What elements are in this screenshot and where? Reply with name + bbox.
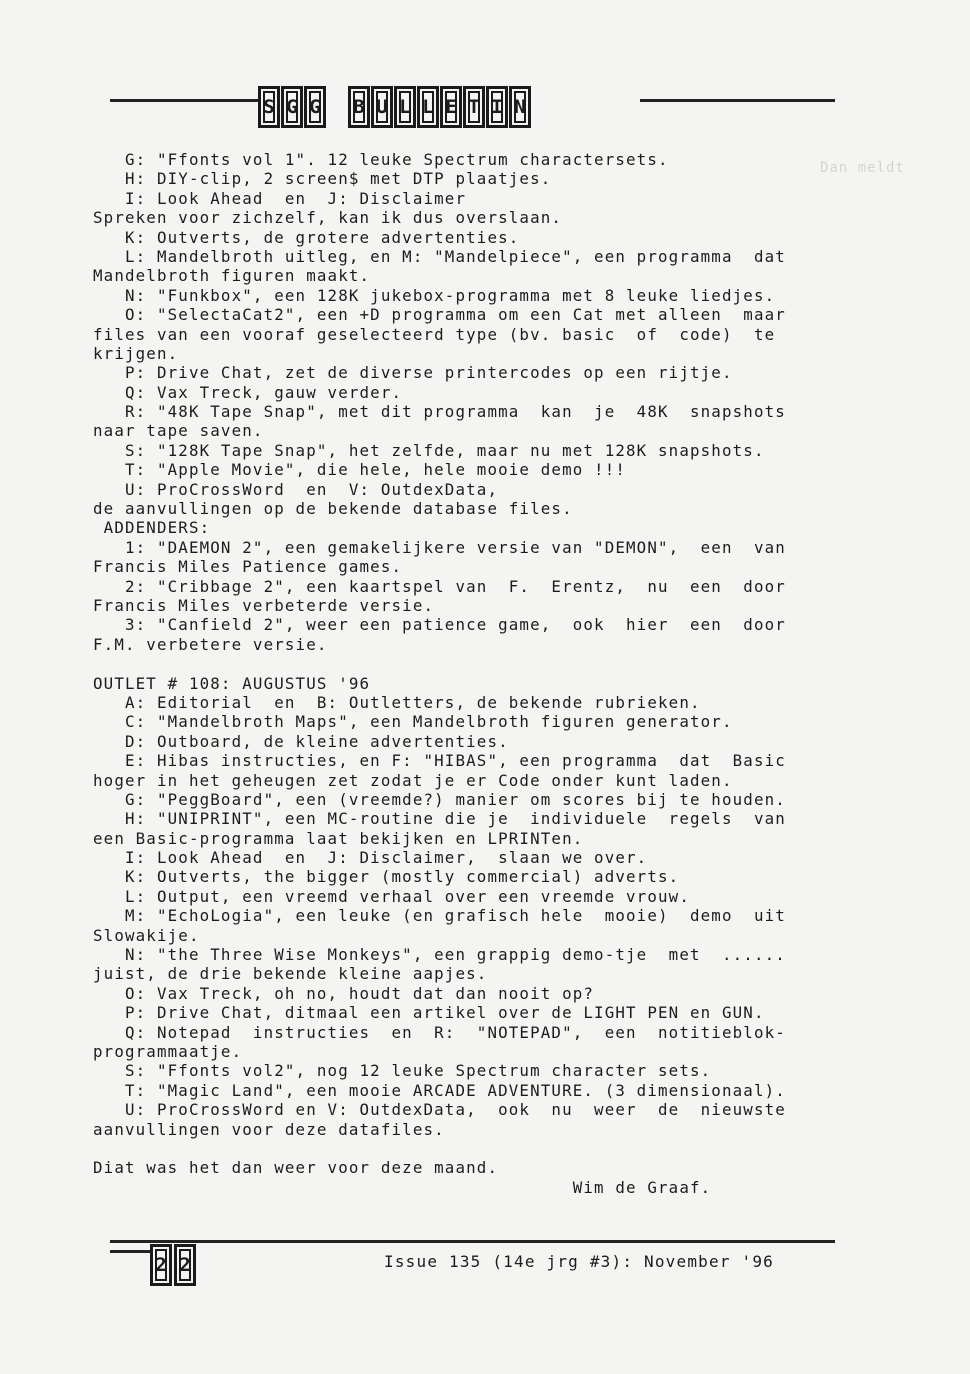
- header-rule-right: [640, 99, 835, 102]
- masthead-word-sgg: [258, 86, 326, 128]
- text-line: Francis Miles Patience games.: [93, 557, 403, 577]
- bulletin-masthead: [258, 86, 531, 128]
- text-line: 1: "DAEMON 2", een gemakelijkere versie van "DEMON", een van: [93, 537, 786, 557]
- masthead-letter-box: S: [258, 86, 280, 128]
- text-line: U: ProCrossWord en V: OutdexData, ook nu weer de nieuwste: [93, 1100, 786, 1120]
- text-line: O: Vax Treck, oh no, houdt dat dan nooit op?: [93, 983, 595, 1003]
- issue-line: Issue 135 (14e jrg #3): November '96: [384, 1252, 774, 1271]
- text-line: een Basic-programma laat bekijken en LPRINTen.: [93, 828, 584, 848]
- masthead-letter-box: T: [463, 86, 485, 128]
- text-line: T: "Magic Land", een mooie ARCADE ADVENTURE. (3 dimensionaal).: [93, 1080, 786, 1100]
- text-line: N: "the Three Wise Monkeys", een grappig demo-tje met ......: [93, 945, 786, 965]
- blank-line: [93, 654, 838, 673]
- text-line: Diat was het dan weer voor deze maand.: [93, 1158, 499, 1178]
- header-rule-left: [110, 99, 258, 102]
- text-line: ADDENDERS:: [93, 518, 211, 538]
- text-line: L: Output, een vreemd verhaal over een vreemde vrouw.: [93, 886, 690, 906]
- text-line: Slowakije.: [93, 925, 200, 945]
- text-line: M: "EchoLogia", een leuke (en grafisch hele mooie) demo uit: [93, 906, 786, 926]
- page-number: [150, 1244, 196, 1286]
- masthead-letter-box: G: [281, 86, 303, 128]
- masthead-letter-box: I: [486, 86, 508, 128]
- footer-rule-left: [110, 1250, 150, 1253]
- text-line: hoger in het geheugen zet zodat je er Code onder kunt laden.: [93, 770, 733, 790]
- text-line: files van een vooraf geselecteerd type (bv. basic of code) te: [93, 324, 776, 344]
- text-line: Mandelbroth figuren maakt.: [93, 266, 371, 286]
- text-line: E: Hibas instructies, en F: "HIBAS", een programma dat Basic: [93, 751, 786, 771]
- text-line: 2: "Cribbage 2", een kaartspel van F. Erentz, nu een door: [93, 576, 786, 596]
- masthead-letter-box: U: [371, 86, 393, 128]
- text-line: L: Mandelbroth uitleg, en M: "Mandelpiece", een programma dat: [93, 246, 786, 266]
- text-line: Wim de Graaf.: [93, 1177, 712, 1197]
- text-line: P: Drive Chat, ditmaal een artikel over de LIGHT PEN en GUN.: [93, 1003, 765, 1023]
- text-line: O: "SelectaCat2", een +D programma om een Cat met alleen maar: [93, 305, 786, 325]
- text-line: Q: Notepad instructies en R: "NOTEPAD", een notitieblok-: [93, 1022, 786, 1042]
- masthead-letter-box: E: [440, 86, 462, 128]
- text-line: H: DIY-clip, 2 screen$ met DTP plaatjes.: [93, 169, 552, 189]
- bleed-through-text: Dan meldt: [820, 160, 905, 176]
- masthead-letter-box: L: [394, 86, 416, 128]
- text-line: K: Outverts, the bigger (mostly commercial) adverts.: [93, 867, 680, 887]
- text-line: N: "Funkbox", een 128K jukebox-programma met 8 leuke liedjes.: [93, 285, 776, 305]
- masthead-letter-box: L: [417, 86, 439, 128]
- text-line: P: Drive Chat, zet de diverse printercodes op een rijtje.: [93, 363, 733, 383]
- text-line: T: "Apple Movie", die hele, hele mooie demo !!!: [93, 460, 627, 480]
- text-line: de aanvullingen op de bekende database files.: [93, 499, 573, 519]
- text-line: U: ProCrossWord en V: OutdexData,: [93, 479, 499, 499]
- text-line: Q: Vax Treck, gauw verder.: [93, 382, 403, 402]
- text-line: F.M. verbetere versie.: [93, 634, 328, 654]
- text-line: juist, de drie bekende kleine aapjes.: [93, 964, 488, 984]
- text-line: I: Look Ahead en J: Disclaimer: [93, 188, 467, 208]
- text-line: G: "Ffonts vol 1". 12 leuke Spectrum charactersets.: [93, 150, 669, 169]
- blank-line: [93, 1139, 838, 1158]
- text-line: C: "Mandelbroth Maps", een Mandelbroth figuren generator.: [93, 712, 733, 732]
- text-line: aanvullingen voor deze datafiles.: [93, 1119, 445, 1139]
- text-line: D: Outboard, de kleine advertenties.: [93, 731, 509, 751]
- text-line: OUTLET # 108: AUGUSTUS '96: [93, 673, 371, 693]
- masthead-letter-box: B: [348, 86, 370, 128]
- text-line: R: "48K Tape Snap", met dit programma kan je 48K snapshots: [93, 402, 786, 422]
- footer-rule-top: [110, 1240, 835, 1243]
- text-line: S: "Ffonts vol2", nog 12 leuke Spectrum character sets.: [93, 1061, 712, 1081]
- text-line: programmaatje.: [93, 1041, 243, 1061]
- text-line: I: Look Ahead en J: Disclaimer, slaan we over.: [93, 848, 648, 868]
- page-number-digit: 2: [150, 1244, 172, 1286]
- text-line: A: Editorial en B: Outletters, de bekende rubrieken.: [93, 692, 701, 712]
- text-line: S: "128K Tape Snap", het zelfde, maar nu met 128K snapshots.: [93, 440, 765, 460]
- text-line: H: "UNIPRINT", een MC-routine die je individuele regels van: [93, 809, 786, 829]
- text-line: 3: "Canfield 2", weer een patience game, ook hier een door: [93, 615, 786, 635]
- text-line: K: Outverts, de grotere advertenties.: [93, 227, 520, 247]
- text-line: G: "PeggBoard", een (vreemde?) manier om scores bij te houden.: [93, 789, 786, 809]
- text-line: naar tape saven.: [93, 421, 264, 441]
- masthead-letter-box: N: [509, 86, 531, 128]
- text-line: Spreken voor zichzelf, kan ik dus overslaan.: [93, 208, 563, 228]
- page-number-digit: 2: [174, 1244, 196, 1286]
- article-body: [93, 150, 838, 1197]
- text-line: krijgen.: [93, 343, 179, 363]
- masthead-letter-box: G: [304, 86, 326, 128]
- text-line: Francis Miles verbeterde versie.: [93, 595, 435, 615]
- masthead-word-bulletin: [348, 86, 531, 128]
